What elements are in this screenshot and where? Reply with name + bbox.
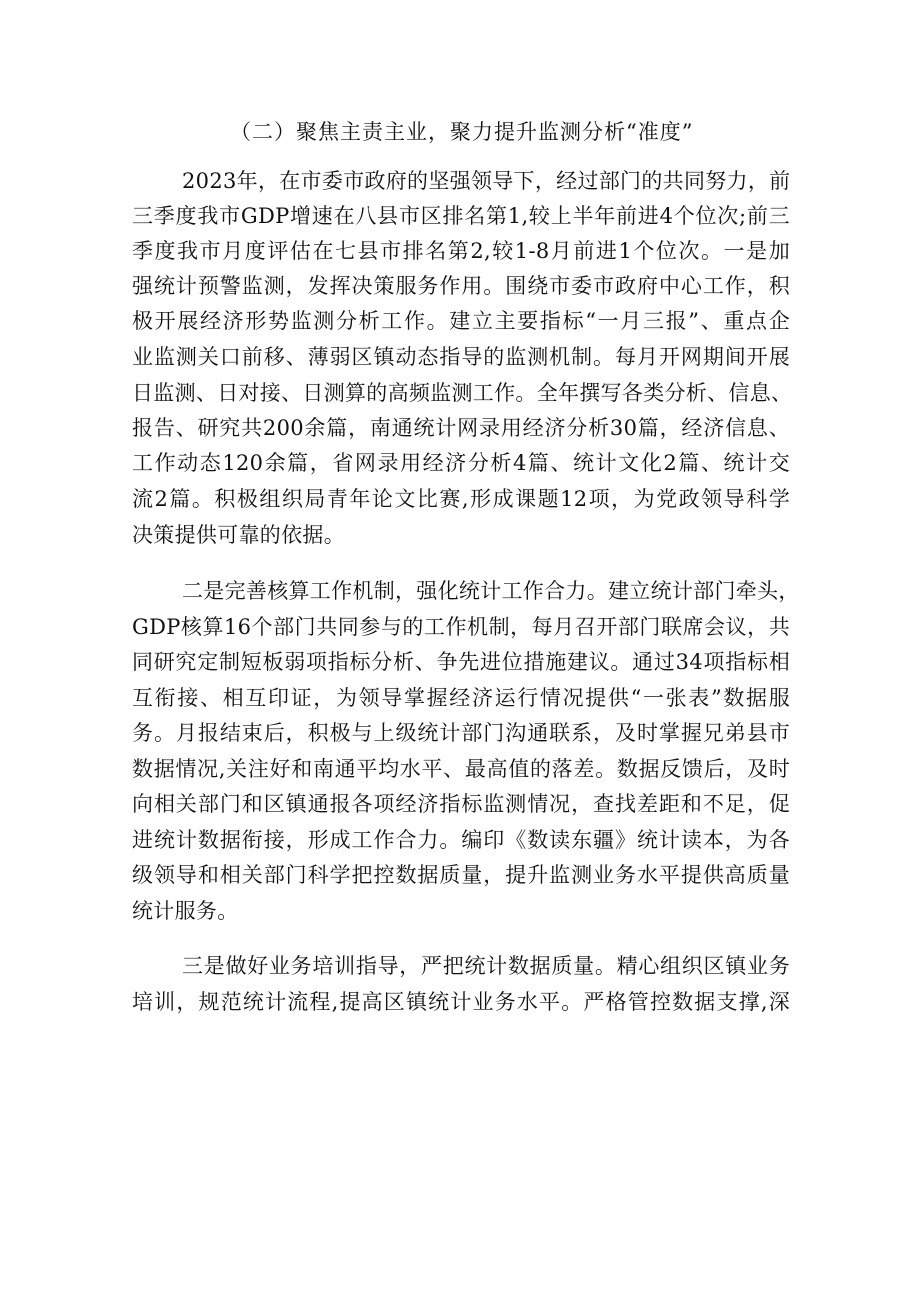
paragraph-1-line: 业监测关口前移、薄弱区镇动态指导的监测机制。每月开网期间开展 [132, 345, 790, 369]
paragraph-2-line: GDP核算16个部门共同参与的工作机制，每月召开部门联席会议，共 [132, 615, 790, 639]
paragraph-2-line: 进统计数据衔接，形成工作合力。编印《数读东疆》统计读本，为各 [132, 828, 790, 852]
paragraph-2-line: 向相关部门和区镇通报各项经济指标监测情况，查找差距和不足，促 [132, 792, 790, 816]
paragraph-1-line: 2023年，在市委市政府的坚强领导下，经过部门的共同努力，前 [182, 169, 791, 193]
paragraph-2-line: 互衔接、相互印证，为领导掌握经济运行情况提供“一张表”数据服 [132, 686, 790, 710]
paragraph-1-line: 流2篇。积极组织局青年论文比赛,形成课题12项，为党政领导科学 [132, 487, 790, 511]
paragraph-1-line: 报告、研究共200余篇，南通统计网录用经济分析30篇，经济信息、 [132, 416, 790, 440]
paragraph-1-line: 极开展经济形势监测分析工作。建立主要指标“一月三报”、重点企 [132, 309, 790, 333]
paragraph-2-line: 务。月报结束后，积极与上级统计部门沟通联系，及时掌握兄弟县市 [132, 721, 790, 745]
paragraph-1-line: 强统计预警监测，发挥决策服务作用。围绕市委市政府中心工作，积 [132, 274, 790, 298]
paragraph-1-line: 三季度我市GDP增速在八县市区排名第1,较上半年前进4个位次;前三 [132, 204, 790, 228]
paragraph-1-line: 季度我市月度评估在七县市排名第2,较1-8月前进1个位次。一是加 [132, 239, 790, 263]
paragraph-3-line: 三是做好业务培训指导，严把统计数据质量。精心组织区镇业务 [182, 954, 790, 978]
paragraph-2-line: 二是完善核算工作机制，强化统计工作合力。建立统计部门牵头， [182, 579, 800, 603]
paragraph-3-line: 培训，规范统计流程,提高区镇统计业务水平。严格管控数据支撑,深 [132, 990, 790, 1014]
paragraph-2-line: 统计服务。 [132, 899, 239, 923]
paragraph-2-line: 级领导和相关部门科学把控数据质量，提升监测业务水平提供高质量 [132, 863, 790, 887]
section-heading: （二）聚焦主责主业，聚力提升监测分析“准度” [230, 120, 694, 144]
paragraph-1-line: 日监测、日对接、日测算的高频监测工作。全年撰写各类分析、信息、 [132, 381, 793, 405]
paragraph-2-line: 同研究定制短板弱项指标分析、争先进位措施建议。通过34项指标相 [132, 650, 790, 674]
paragraph-2-line: 数据情况,关注好和南通平均水平、最高值的落差。数据反馈后，及时 [132, 757, 790, 781]
paragraph-1-line: 决策提供可靠的依据。 [132, 523, 345, 547]
paragraph-1-line: 工作动态120余篇，省网录用经济分析4篇、统计文化2篇、统计交 [132, 451, 790, 475]
